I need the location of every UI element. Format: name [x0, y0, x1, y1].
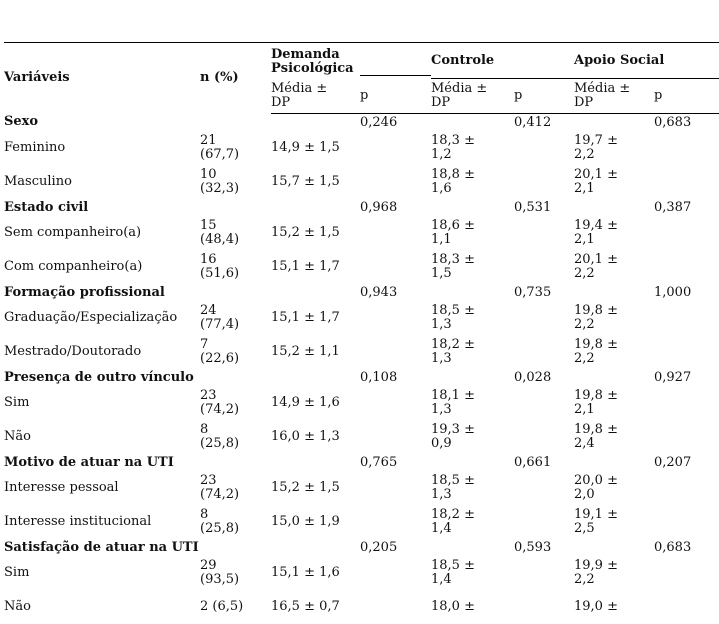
- row-n-text: 8 (25,8): [200, 422, 240, 451]
- p-controle: [514, 114, 574, 132]
- empty-cell: [514, 505, 574, 539]
- row-n: [200, 216, 271, 250]
- row-apoio-text: 19,9 ± 2,2: [574, 558, 618, 587]
- row-demanda-text: 15,2 ± 1,5: [271, 225, 340, 240]
- p-demanda: [360, 539, 431, 556]
- empty-cell: [360, 335, 431, 369]
- row-label-text: Masculino: [4, 174, 72, 189]
- row-label-text: Sim: [4, 565, 30, 580]
- header-con-p: p: [514, 79, 574, 114]
- row-demanda: [271, 250, 360, 284]
- row-apoio: [574, 386, 654, 420]
- group-row: [4, 284, 719, 301]
- row-demanda: [271, 420, 360, 454]
- empty-cell: [360, 216, 431, 250]
- empty-cell: [514, 590, 574, 624]
- p-controle: [514, 454, 574, 471]
- row-apoio: [574, 471, 654, 505]
- row-label-text: Graduação/Especialização: [4, 310, 178, 325]
- empty-cell: [431, 454, 514, 471]
- empty-cell: [574, 369, 654, 386]
- empty-cell: [271, 284, 360, 301]
- p-apoio-text: 0,207: [654, 454, 692, 470]
- row-controle-text: 18,6 ± 1,1: [431, 218, 475, 247]
- row-n: [200, 301, 271, 335]
- header-variaveis: Variáveis: [4, 43, 200, 114]
- empty-cell: [200, 369, 271, 386]
- empty-cell: [654, 301, 719, 335]
- row-controle-text: 18,8 ± 1,6: [431, 167, 475, 196]
- row-label-text: Não: [4, 429, 31, 444]
- row-label: [4, 386, 200, 420]
- table-row: [4, 420, 719, 454]
- row-apoio-text: 19,7 ± 2,2: [574, 133, 618, 162]
- p-controle-text: 0,412: [514, 114, 552, 130]
- row-controle: [431, 471, 514, 505]
- row-controle-text: 18,3 ± 1,2: [431, 133, 475, 162]
- empty-cell: [360, 590, 431, 624]
- group-row: [4, 454, 719, 471]
- header-controle: Controle: [431, 43, 574, 79]
- row-label: [4, 131, 200, 165]
- group-title-text: Sexo: [4, 114, 39, 130]
- p-apoio: [654, 284, 719, 301]
- p-controle: [514, 369, 574, 386]
- empty-cell: [271, 199, 360, 216]
- p-controle: [514, 539, 574, 556]
- empty-cell: [200, 199, 271, 216]
- empty-cell: [514, 165, 574, 199]
- empty-cell: [654, 420, 719, 454]
- row-n: [200, 420, 271, 454]
- row-n-text: 10 (32,3): [200, 167, 240, 196]
- group-title-text: Motivo de atuar na UTI: [4, 454, 174, 470]
- row-n-text: 23 (74,2): [200, 473, 240, 502]
- row-label: [4, 335, 200, 369]
- row-n: [200, 335, 271, 369]
- group-title-text: Formação profissional: [4, 284, 165, 300]
- row-controle: [431, 420, 514, 454]
- row-controle: [431, 335, 514, 369]
- group-title: [4, 454, 200, 471]
- p-apoio-text: 0,387: [654, 199, 692, 215]
- row-controle-text: 18,3 ± 1,5: [431, 252, 475, 281]
- empty-cell: [431, 114, 514, 132]
- row-n: [200, 590, 271, 624]
- row-controle: [431, 250, 514, 284]
- p-apoio: [654, 454, 719, 471]
- row-controle: [431, 386, 514, 420]
- row-controle: [431, 301, 514, 335]
- p-controle-text: 0,593: [514, 539, 552, 555]
- empty-cell: [514, 216, 574, 250]
- group-title-text: Presença de outro vínculo: [4, 369, 194, 385]
- empty-cell: [360, 420, 431, 454]
- row-controle: [431, 556, 514, 590]
- header-apoio: Apoio Social: [574, 43, 719, 79]
- row-controle-text: 18,2 ± 1,3: [431, 337, 475, 366]
- group-title: [4, 114, 200, 132]
- row-demanda-text: 15,1 ± 1,6: [271, 565, 340, 580]
- row-controle: [431, 590, 514, 624]
- p-demanda: [360, 454, 431, 471]
- p-demanda-text: 0,943: [360, 284, 398, 300]
- empty-cell: [271, 114, 360, 132]
- p-apoio-text: 0,683: [654, 114, 692, 130]
- row-n: [200, 250, 271, 284]
- row-demanda: [271, 590, 360, 624]
- empty-cell: [360, 131, 431, 165]
- p-apoio-text: 0,683: [654, 539, 692, 555]
- row-demanda: [271, 165, 360, 199]
- header-demanda: Demanda Psicológica: [271, 43, 431, 79]
- empty-cell: [574, 454, 654, 471]
- empty-cell: [431, 199, 514, 216]
- group-title: [4, 369, 200, 386]
- empty-cell: [654, 131, 719, 165]
- row-demanda-text: 16,0 ± 1,3: [271, 429, 340, 444]
- row-apoio: [574, 131, 654, 165]
- row-n: [200, 131, 271, 165]
- p-apoio: [654, 114, 719, 132]
- row-controle-text: 18,0 ±: [431, 599, 475, 614]
- row-apoio: [574, 301, 654, 335]
- row-apoio: [574, 250, 654, 284]
- row-demanda: [271, 556, 360, 590]
- empty-cell: [514, 556, 574, 590]
- row-apoio-text: 19,1 ± 2,5: [574, 507, 618, 536]
- row-n: [200, 505, 271, 539]
- row-label-text: Sim: [4, 395, 30, 410]
- p-controle: [514, 284, 574, 301]
- empty-cell: [200, 284, 271, 301]
- row-n-text: 21 (67,7): [200, 133, 240, 162]
- row-apoio-text: 20,1 ± 2,1: [574, 167, 618, 196]
- empty-cell: [271, 539, 360, 556]
- row-n-text: 2 (6,5): [200, 599, 244, 614]
- row-apoio: [574, 335, 654, 369]
- p-demanda-text: 0,108: [360, 369, 398, 385]
- p-controle-text: 0,531: [514, 199, 552, 215]
- row-demanda-text: 15,7 ± 1,5: [271, 174, 340, 189]
- row-apoio: [574, 556, 654, 590]
- table-row: [4, 131, 719, 165]
- empty-cell: [200, 539, 271, 556]
- p-demanda: [360, 114, 431, 132]
- table-row: [4, 590, 719, 624]
- table-row: [4, 165, 719, 199]
- row-label-text: Com companheiro(a): [4, 259, 143, 274]
- header-dem-p: p: [360, 79, 431, 114]
- row-n: [200, 471, 271, 505]
- row-label: [4, 505, 200, 539]
- p-apoio: [654, 369, 719, 386]
- empty-cell: [654, 556, 719, 590]
- empty-cell: [574, 539, 654, 556]
- empty-cell: [200, 114, 271, 132]
- row-demanda-text: 15,2 ± 1,1: [271, 344, 340, 359]
- row-demanda: [271, 471, 360, 505]
- results-table: [4, 42, 719, 624]
- row-demanda: [271, 216, 360, 250]
- row-controle-text: 18,1 ± 1,3: [431, 388, 475, 417]
- empty-cell: [514, 250, 574, 284]
- p-apoio-text: 1,000: [654, 284, 692, 300]
- p-controle: [514, 199, 574, 216]
- empty-cell: [431, 369, 514, 386]
- row-controle: [431, 165, 514, 199]
- row-label: [4, 301, 200, 335]
- row-apoio-text: 19,8 ± 2,1: [574, 388, 618, 417]
- table-row: [4, 335, 719, 369]
- row-demanda-text: 15,1 ± 1,7: [271, 259, 340, 274]
- row-demanda: [271, 131, 360, 165]
- row-n: [200, 165, 271, 199]
- row-label: [4, 556, 200, 590]
- row-label-text: Interesse institucional: [4, 514, 152, 529]
- p-controle-text: 0,028: [514, 369, 552, 385]
- row-apoio: [574, 505, 654, 539]
- row-demanda-text: 14,9 ± 1,6: [271, 395, 340, 410]
- row-demanda: [271, 335, 360, 369]
- p-demanda-text: 0,765: [360, 454, 398, 470]
- table-row: [4, 250, 719, 284]
- row-controle-text: 19,3 ± 0,9: [431, 422, 475, 451]
- empty-cell: [654, 386, 719, 420]
- empty-cell: [514, 301, 574, 335]
- row-label-text: Mestrado/Doutorado: [4, 344, 142, 359]
- row-n-text: 23 (74,2): [200, 388, 240, 417]
- table-row: [4, 556, 719, 590]
- row-apoio-text: 20,1 ± 2,2: [574, 252, 618, 281]
- empty-cell: [654, 165, 719, 199]
- row-demanda-text: 15,0 ± 1,9: [271, 514, 340, 529]
- group-title: [4, 284, 200, 301]
- row-apoio: [574, 420, 654, 454]
- empty-cell: [271, 369, 360, 386]
- table-row: [4, 216, 719, 250]
- p-controle-text: 0,735: [514, 284, 552, 300]
- row-label-text: Feminino: [4, 140, 66, 155]
- empty-cell: [360, 301, 431, 335]
- row-label: [4, 216, 200, 250]
- group-row: [4, 199, 719, 216]
- empty-cell: [574, 199, 654, 216]
- group-title-text: Satisfação de atuar na UTI: [4, 539, 199, 555]
- p-demanda: [360, 369, 431, 386]
- empty-cell: [514, 131, 574, 165]
- row-controle-text: 18,5 ± 1,3: [431, 473, 475, 502]
- empty-cell: [360, 556, 431, 590]
- table-row: [4, 301, 719, 335]
- empty-cell: [574, 114, 654, 132]
- row-controle: [431, 131, 514, 165]
- empty-cell: [654, 590, 719, 624]
- p-demanda: [360, 199, 431, 216]
- header-apo-media: Média ± DP: [574, 79, 654, 114]
- row-n: [200, 386, 271, 420]
- p-demanda: [360, 284, 431, 301]
- empty-cell: [514, 420, 574, 454]
- group-title: [4, 199, 200, 216]
- table-row: [4, 386, 719, 420]
- row-label: [4, 590, 200, 624]
- row-label-text: Interesse pessoal: [4, 480, 119, 495]
- row-controle: [431, 216, 514, 250]
- row-label: [4, 420, 200, 454]
- row-n-text: 16 (51,6): [200, 252, 240, 281]
- p-apoio-text: 0,927: [654, 369, 692, 385]
- group-title-text: Estado civil: [4, 199, 89, 215]
- row-demanda-text: 15,2 ± 1,5: [271, 480, 340, 495]
- row-demanda: [271, 505, 360, 539]
- row-label-text: Não: [4, 599, 31, 614]
- row-apoio-text: 19,8 ± 2,2: [574, 303, 618, 332]
- row-apoio-text: 19,8 ± 2,4: [574, 422, 618, 451]
- row-demanda: [271, 386, 360, 420]
- empty-cell: [360, 165, 431, 199]
- row-controle-text: 18,5 ± 1,3: [431, 303, 475, 332]
- empty-cell: [654, 471, 719, 505]
- header-con-media: Média ± DP: [431, 79, 514, 114]
- empty-cell: [654, 505, 719, 539]
- row-n-text: 29 (93,5): [200, 558, 240, 587]
- empty-cell: [654, 216, 719, 250]
- row-demanda-text: 14,9 ± 1,5: [271, 140, 340, 155]
- row-label: [4, 250, 200, 284]
- row-controle: [431, 505, 514, 539]
- row-apoio-text: 20,0 ± 2,0: [574, 473, 618, 502]
- p-controle-text: 0,661: [514, 454, 552, 470]
- row-controle-text: 18,5 ± 1,4: [431, 558, 475, 587]
- row-apoio: [574, 165, 654, 199]
- header-apo-p: p: [654, 79, 719, 114]
- header-dem-media: Média ± DP: [271, 79, 360, 114]
- row-demanda-text: 15,1 ± 1,7: [271, 310, 340, 325]
- empty-cell: [431, 539, 514, 556]
- row-apoio-text: 19,0 ±: [574, 599, 618, 614]
- empty-cell: [360, 505, 431, 539]
- row-n: [200, 556, 271, 590]
- header-n: n (%): [200, 43, 271, 114]
- group-row: [4, 539, 719, 556]
- p-demanda-text: 0,968: [360, 199, 398, 215]
- p-demanda-text: 0,246: [360, 114, 398, 130]
- empty-cell: [360, 386, 431, 420]
- p-demanda-text: 0,205: [360, 539, 398, 555]
- empty-cell: [431, 284, 514, 301]
- row-n-text: 7 (22,6): [200, 337, 240, 366]
- row-n-text: 24 (77,4): [200, 303, 240, 332]
- empty-cell: [654, 335, 719, 369]
- row-label: [4, 165, 200, 199]
- empty-cell: [200, 454, 271, 471]
- row-label: [4, 471, 200, 505]
- group-row: [4, 114, 719, 132]
- row-apoio-text: 19,4 ± 2,1: [574, 218, 618, 247]
- table-row: [4, 505, 719, 539]
- row-label-text: Sem companheiro(a): [4, 225, 142, 240]
- empty-cell: [654, 250, 719, 284]
- group-row: [4, 369, 719, 386]
- row-apoio: [574, 590, 654, 624]
- row-n-text: 8 (25,8): [200, 507, 240, 536]
- row-apoio-text: 19,8 ± 2,2: [574, 337, 618, 366]
- p-apoio: [654, 199, 719, 216]
- empty-cell: [514, 386, 574, 420]
- empty-cell: [360, 471, 431, 505]
- row-n-text: 15 (48,4): [200, 218, 240, 247]
- empty-cell: [360, 250, 431, 284]
- empty-cell: [514, 471, 574, 505]
- row-demanda: [271, 301, 360, 335]
- row-apoio: [574, 216, 654, 250]
- empty-cell: [514, 335, 574, 369]
- row-demanda-text: 16,5 ± 0,7: [271, 599, 340, 614]
- empty-cell: [271, 454, 360, 471]
- p-apoio: [654, 539, 719, 556]
- group-title: [4, 539, 200, 556]
- row-controle-text: 18,2 ± 1,4: [431, 507, 475, 536]
- table-row: [4, 471, 719, 505]
- empty-cell: [574, 284, 654, 301]
